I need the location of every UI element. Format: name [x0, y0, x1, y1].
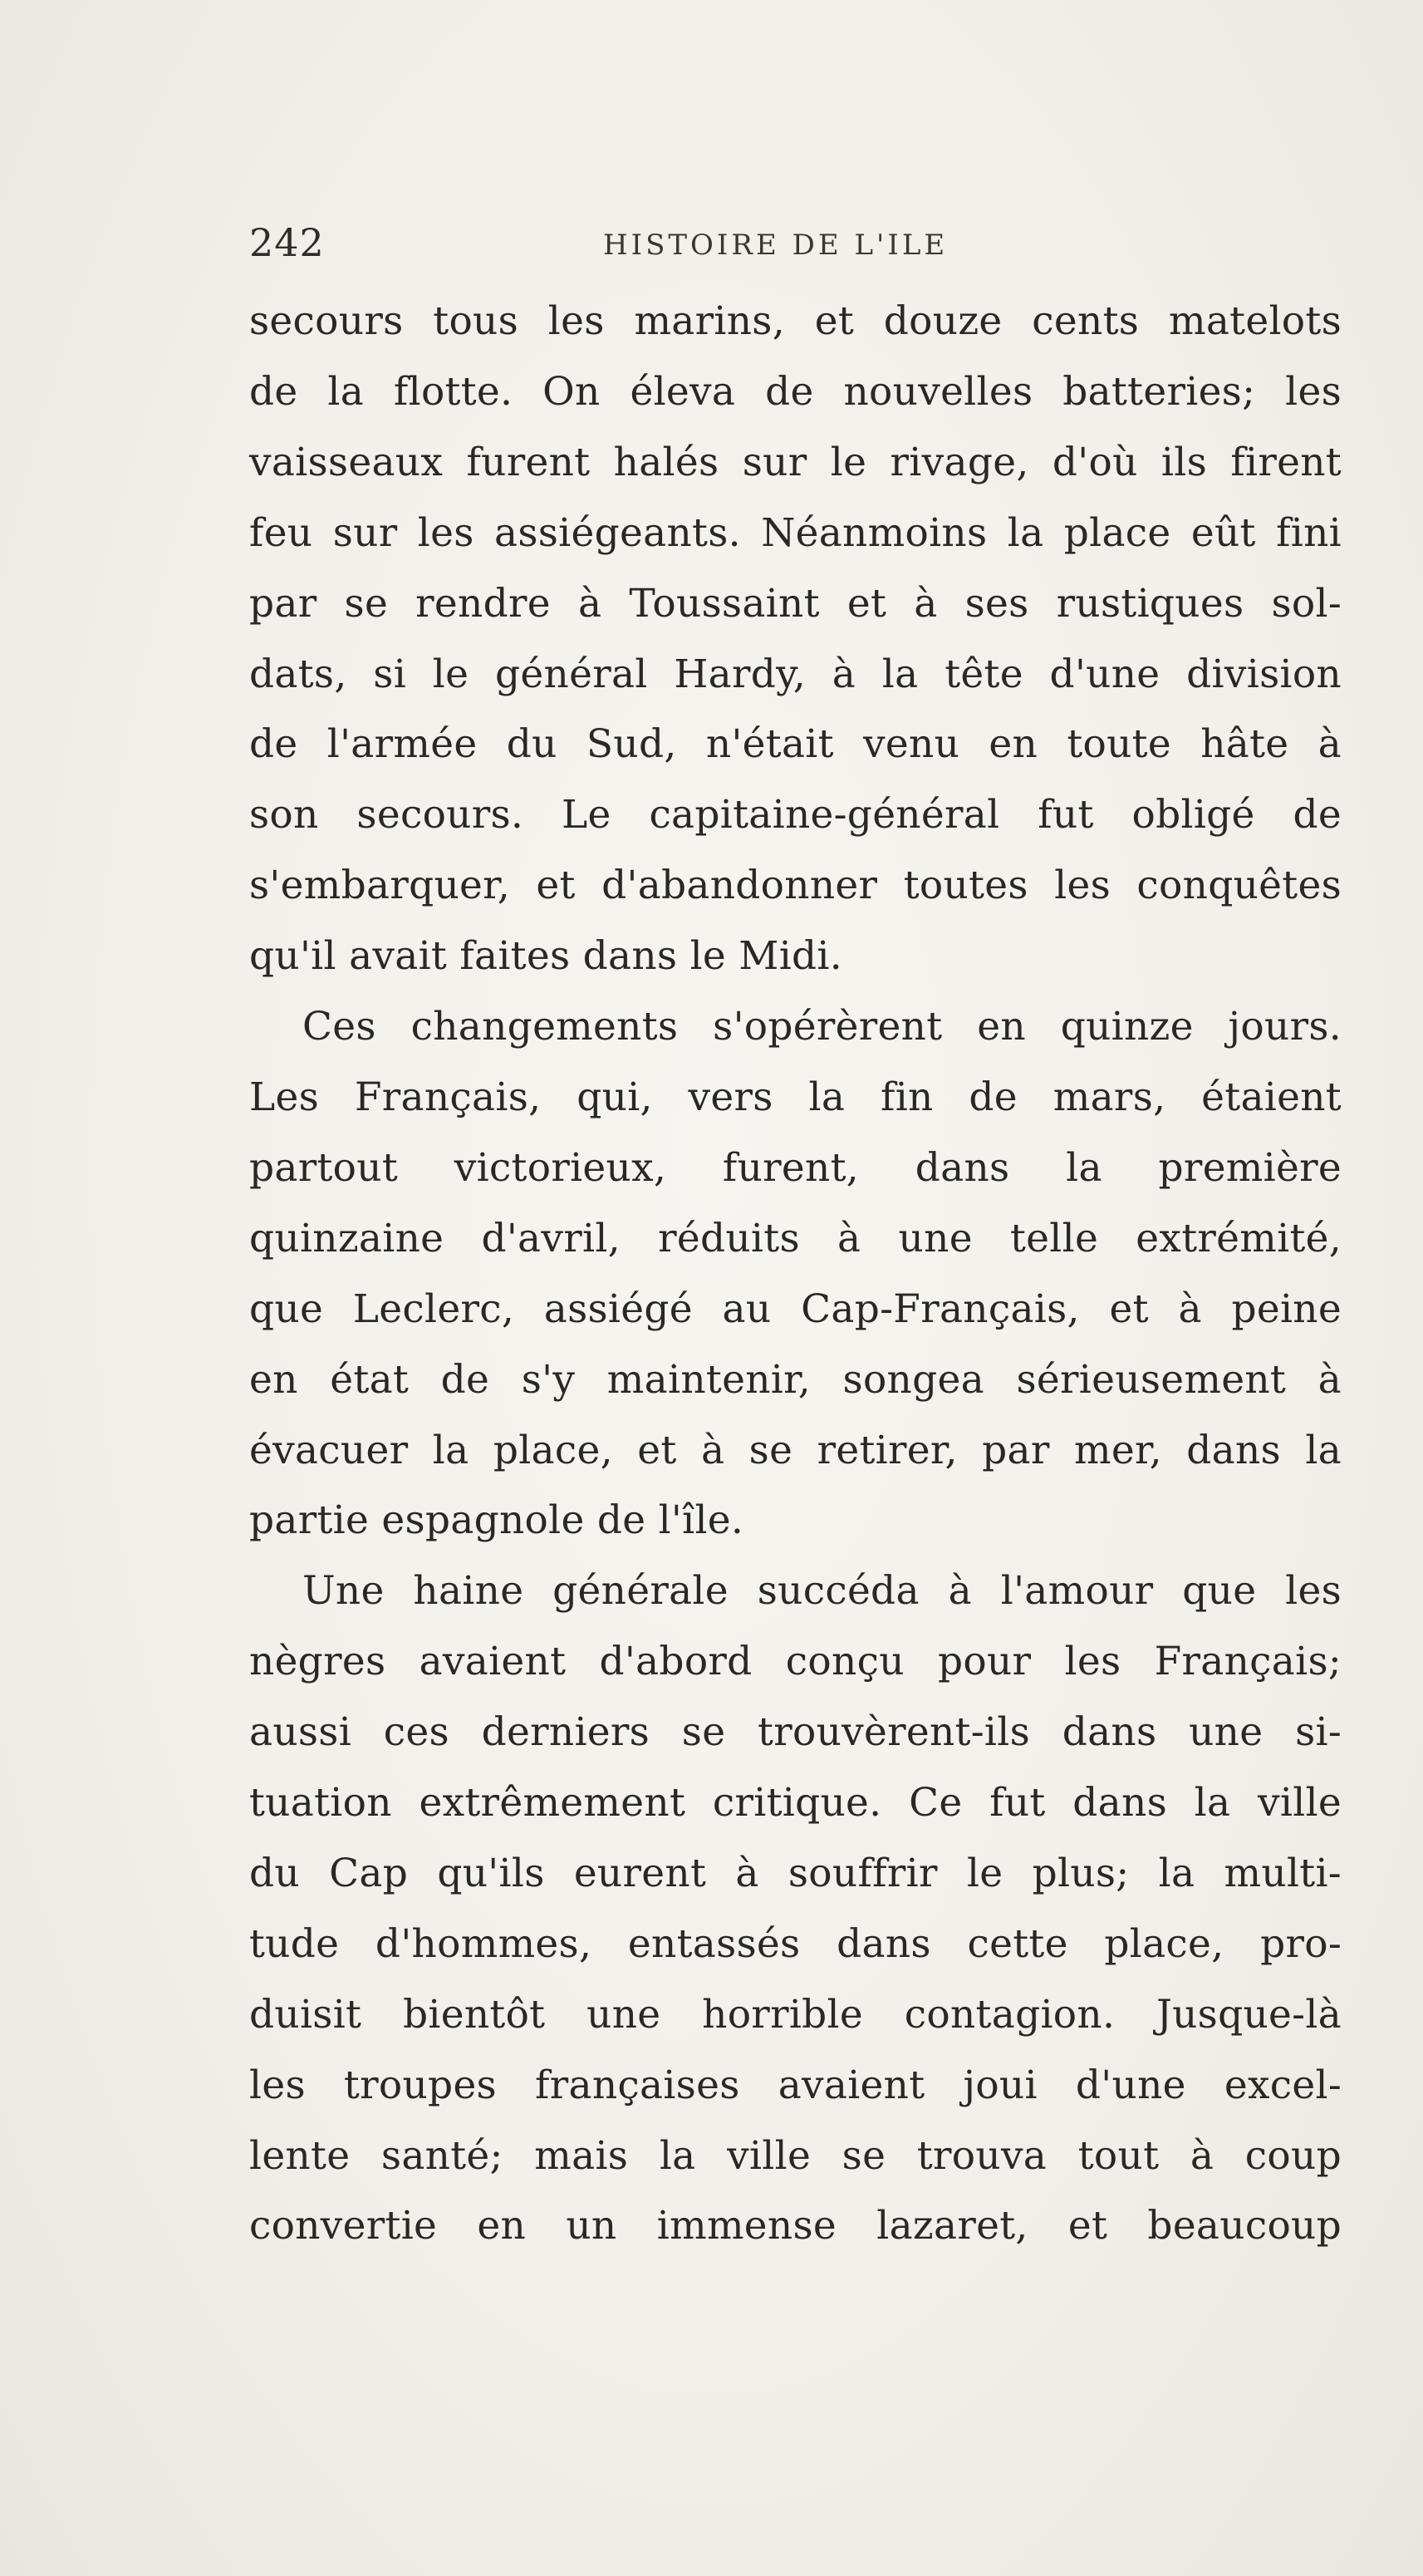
- text-line: convertie en un immense lazaret, et beaucoup: [249, 2203, 1342, 2249]
- text-line: dats, si le général Hardy, à la tête d'une division: [249, 651, 1342, 697]
- text-line: s'embarquer, et d'abandonner toutes les conquêtes: [249, 863, 1342, 909]
- text-line: secours tous les marins, et douze cents matelots: [249, 298, 1342, 344]
- text-line: aussi ces derniers se trouvèrent-ils dans une si-: [249, 1709, 1342, 1756]
- text-line: que Leclerc, assiégé au Cap-Français, et à peine: [249, 1286, 1342, 1332]
- text-line: lente santé; mais la ville se trouva tout à coup: [249, 2132, 1342, 2179]
- text-line: Ces changements s'opérèrent en quinze jours.: [302, 1004, 1342, 1050]
- text-line: tuation extrêmement critique. Ce fut dans la ville: [249, 1780, 1342, 1826]
- page-number: 242: [249, 220, 325, 265]
- text-line: en état de s'y maintenir, songea sérieusement à: [249, 1356, 1342, 1403]
- text-line: Une haine générale succéda à l'amour que les: [302, 1568, 1342, 1615]
- text-line: partie espagnole de l'île.: [249, 1497, 744, 1544]
- text-line: les troupes françaises avaient joui d'une excel-: [249, 2062, 1342, 2108]
- text-line: duisit bientôt une horrible contagion. Jusque-là: [249, 1991, 1342, 2038]
- text-line: évacuer la place, et à se retirer, par mer, dans la: [249, 1427, 1342, 1473]
- text-body: [249, 287, 1342, 2262]
- text-line: partout victorieux, furent, dans la première: [249, 1144, 1342, 1191]
- text-line: Les Français, qui, vers la fin de mars, étaient: [249, 1074, 1342, 1120]
- text-line: du Cap qu'ils eurent à souffrir le plus; la multi-: [249, 1850, 1342, 1896]
- text-line: qu'il avait faites dans le Midi.: [249, 933, 842, 980]
- text-line: feu sur les assiégeants. Néanmoins la place eût fini: [249, 509, 1342, 556]
- text-line: vaisseaux furent halés sur le rivage, d'où ils firent: [249, 439, 1342, 485]
- page-header: [249, 218, 1342, 268]
- text-line: son secours. Le capitaine-général fut obligé de: [249, 792, 1342, 838]
- paragraph-1: [249, 287, 1342, 992]
- text-line: tude d'hommes, entassés dans cette place, pro-: [249, 1920, 1342, 1967]
- text-line: par se rendre à Toussaint et à ses rustiques sol-: [249, 580, 1342, 627]
- text-line: nègres avaient d'abord conçu pour les Français;: [249, 1639, 1342, 1685]
- text-line: de la flotte. On éleva de nouvelles batteries; les: [249, 368, 1342, 415]
- paragraph-2: [249, 992, 1342, 1556]
- text-line: quinzaine d'avril, réduits à une telle extrémité,: [249, 1215, 1342, 1261]
- paragraph-3: [249, 1556, 1342, 2262]
- text-line: de l'armée du Sud, n'était venu en toute hâte à: [249, 721, 1342, 768]
- running-head: HISTOIRE DE L'ILE: [603, 229, 949, 262]
